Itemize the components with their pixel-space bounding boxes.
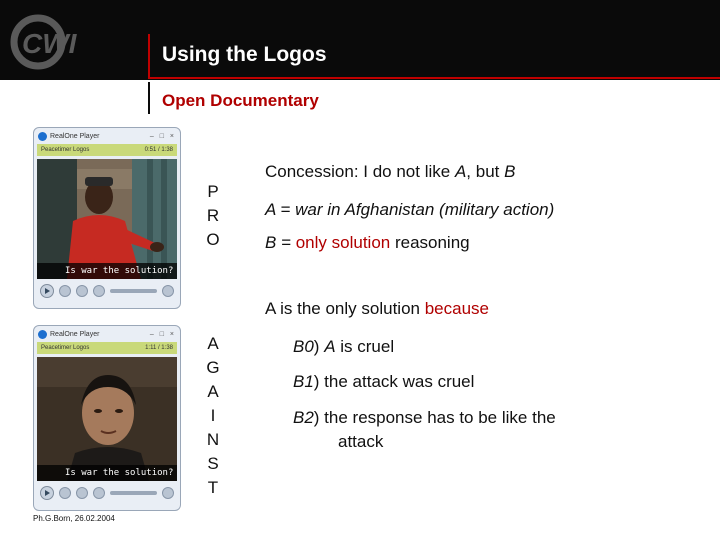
concession-rest: : I do not like: [353, 162, 455, 181]
track-time: 1:11 / 1:38: [145, 345, 173, 351]
subtitle-divider: [148, 82, 150, 114]
realone-icon: [38, 132, 47, 141]
against-letter: N: [206, 430, 220, 449]
b2-label: B2: [293, 408, 314, 427]
against-letter: A: [207, 382, 219, 401]
reason-b2-continuation: attack: [338, 432, 384, 451]
video-still-man: [37, 159, 177, 279]
play-icon[interactable]: [40, 486, 54, 500]
video-frame[interactable]: [37, 357, 177, 481]
previous-icon[interactable]: [76, 285, 88, 297]
track-time: 0:51 / 1:38: [144, 147, 173, 153]
against-letter: I: [210, 406, 216, 425]
pro-vertical-label: [203, 180, 223, 252]
against-letter: T: [207, 478, 219, 497]
against-vertical-label: [203, 332, 223, 500]
header-bar: [0, 0, 720, 80]
definition-b: [265, 233, 470, 253]
against-letter: A: [207, 334, 219, 353]
because-line: [265, 299, 489, 319]
previous-icon[interactable]: [76, 487, 88, 499]
next-icon[interactable]: [93, 285, 105, 297]
media-player-against[interactable]: [33, 325, 181, 511]
track-info-bar: [37, 342, 177, 354]
video-frame[interactable]: [37, 159, 177, 279]
concession-b: B: [504, 162, 516, 181]
title-divider-horizontal: [148, 77, 720, 79]
reason-b0: [293, 337, 394, 357]
playback-controls: [34, 481, 180, 505]
media-player-pro[interactable]: [33, 127, 181, 309]
definition-b-end: reasoning: [390, 233, 470, 252]
b1-end: ) the attack was cruel: [313, 372, 475, 391]
pro-letter: O: [206, 230, 220, 249]
concession-a: A: [454, 162, 467, 181]
against-letter: S: [207, 454, 219, 473]
pro-letter: R: [206, 206, 220, 225]
slide-subtitle: Open Documentary: [162, 91, 319, 110]
b0-label: B0: [293, 337, 314, 356]
b0-end: is cruel: [335, 337, 395, 356]
cwi-logo: [8, 12, 88, 72]
title-divider-vertical: [148, 34, 150, 78]
video-caption: Is war the solution?: [37, 465, 177, 481]
concession-line: [265, 162, 515, 182]
slide-title: Using the Logos: [162, 43, 327, 66]
b2-end: ) the response has to be like the: [313, 408, 556, 427]
track-name: Peacetimer Logos: [41, 345, 90, 351]
volume-icon[interactable]: [162, 285, 174, 297]
because-highlight: because: [424, 299, 489, 318]
video-caption: Is war the solution?: [37, 263, 177, 279]
track-info-bar: [37, 144, 177, 156]
concession-but: , but: [466, 162, 505, 181]
next-icon[interactable]: [93, 487, 105, 499]
player-titlebar[interactable]: [34, 128, 180, 144]
reason-b1: [293, 372, 474, 392]
definition-a: A = war in Afghanistan (military action): [265, 200, 555, 219]
b0-mid: ): [313, 337, 325, 356]
stop-icon[interactable]: [59, 285, 71, 297]
pro-letter: P: [207, 182, 219, 201]
b1-label: B1: [293, 372, 314, 391]
seek-bar[interactable]: [110, 289, 157, 293]
track-name: Peacetimer Logos: [41, 147, 90, 153]
b0-a: A: [324, 337, 336, 356]
definition-b-highlight: only solution: [295, 233, 391, 252]
play-icon[interactable]: [40, 284, 54, 298]
volume-icon[interactable]: [162, 487, 174, 499]
footer-credit: Ph.G.Born, 26.02.2004: [33, 514, 115, 523]
because-start: A is the only solution: [265, 299, 425, 318]
seek-bar[interactable]: [110, 491, 157, 495]
concession-term: Concession: [265, 162, 354, 181]
player-app-name: RealOne Player: [50, 330, 100, 338]
reason-b2: [293, 408, 556, 428]
realone-icon: [38, 330, 47, 339]
svg-text:CWI: CWI: [22, 28, 77, 59]
window-controls-icon[interactable]: – □ ×: [149, 132, 176, 140]
video-still-woman: [37, 357, 177, 481]
stop-icon[interactable]: [59, 487, 71, 499]
against-letter: G: [206, 358, 220, 377]
definition-b-start: B =: [265, 233, 296, 252]
window-controls-icon[interactable]: – □ ×: [149, 330, 176, 338]
player-app-name: RealOne Player: [50, 132, 100, 140]
player-titlebar[interactable]: [34, 326, 180, 342]
playback-controls: [34, 279, 180, 303]
